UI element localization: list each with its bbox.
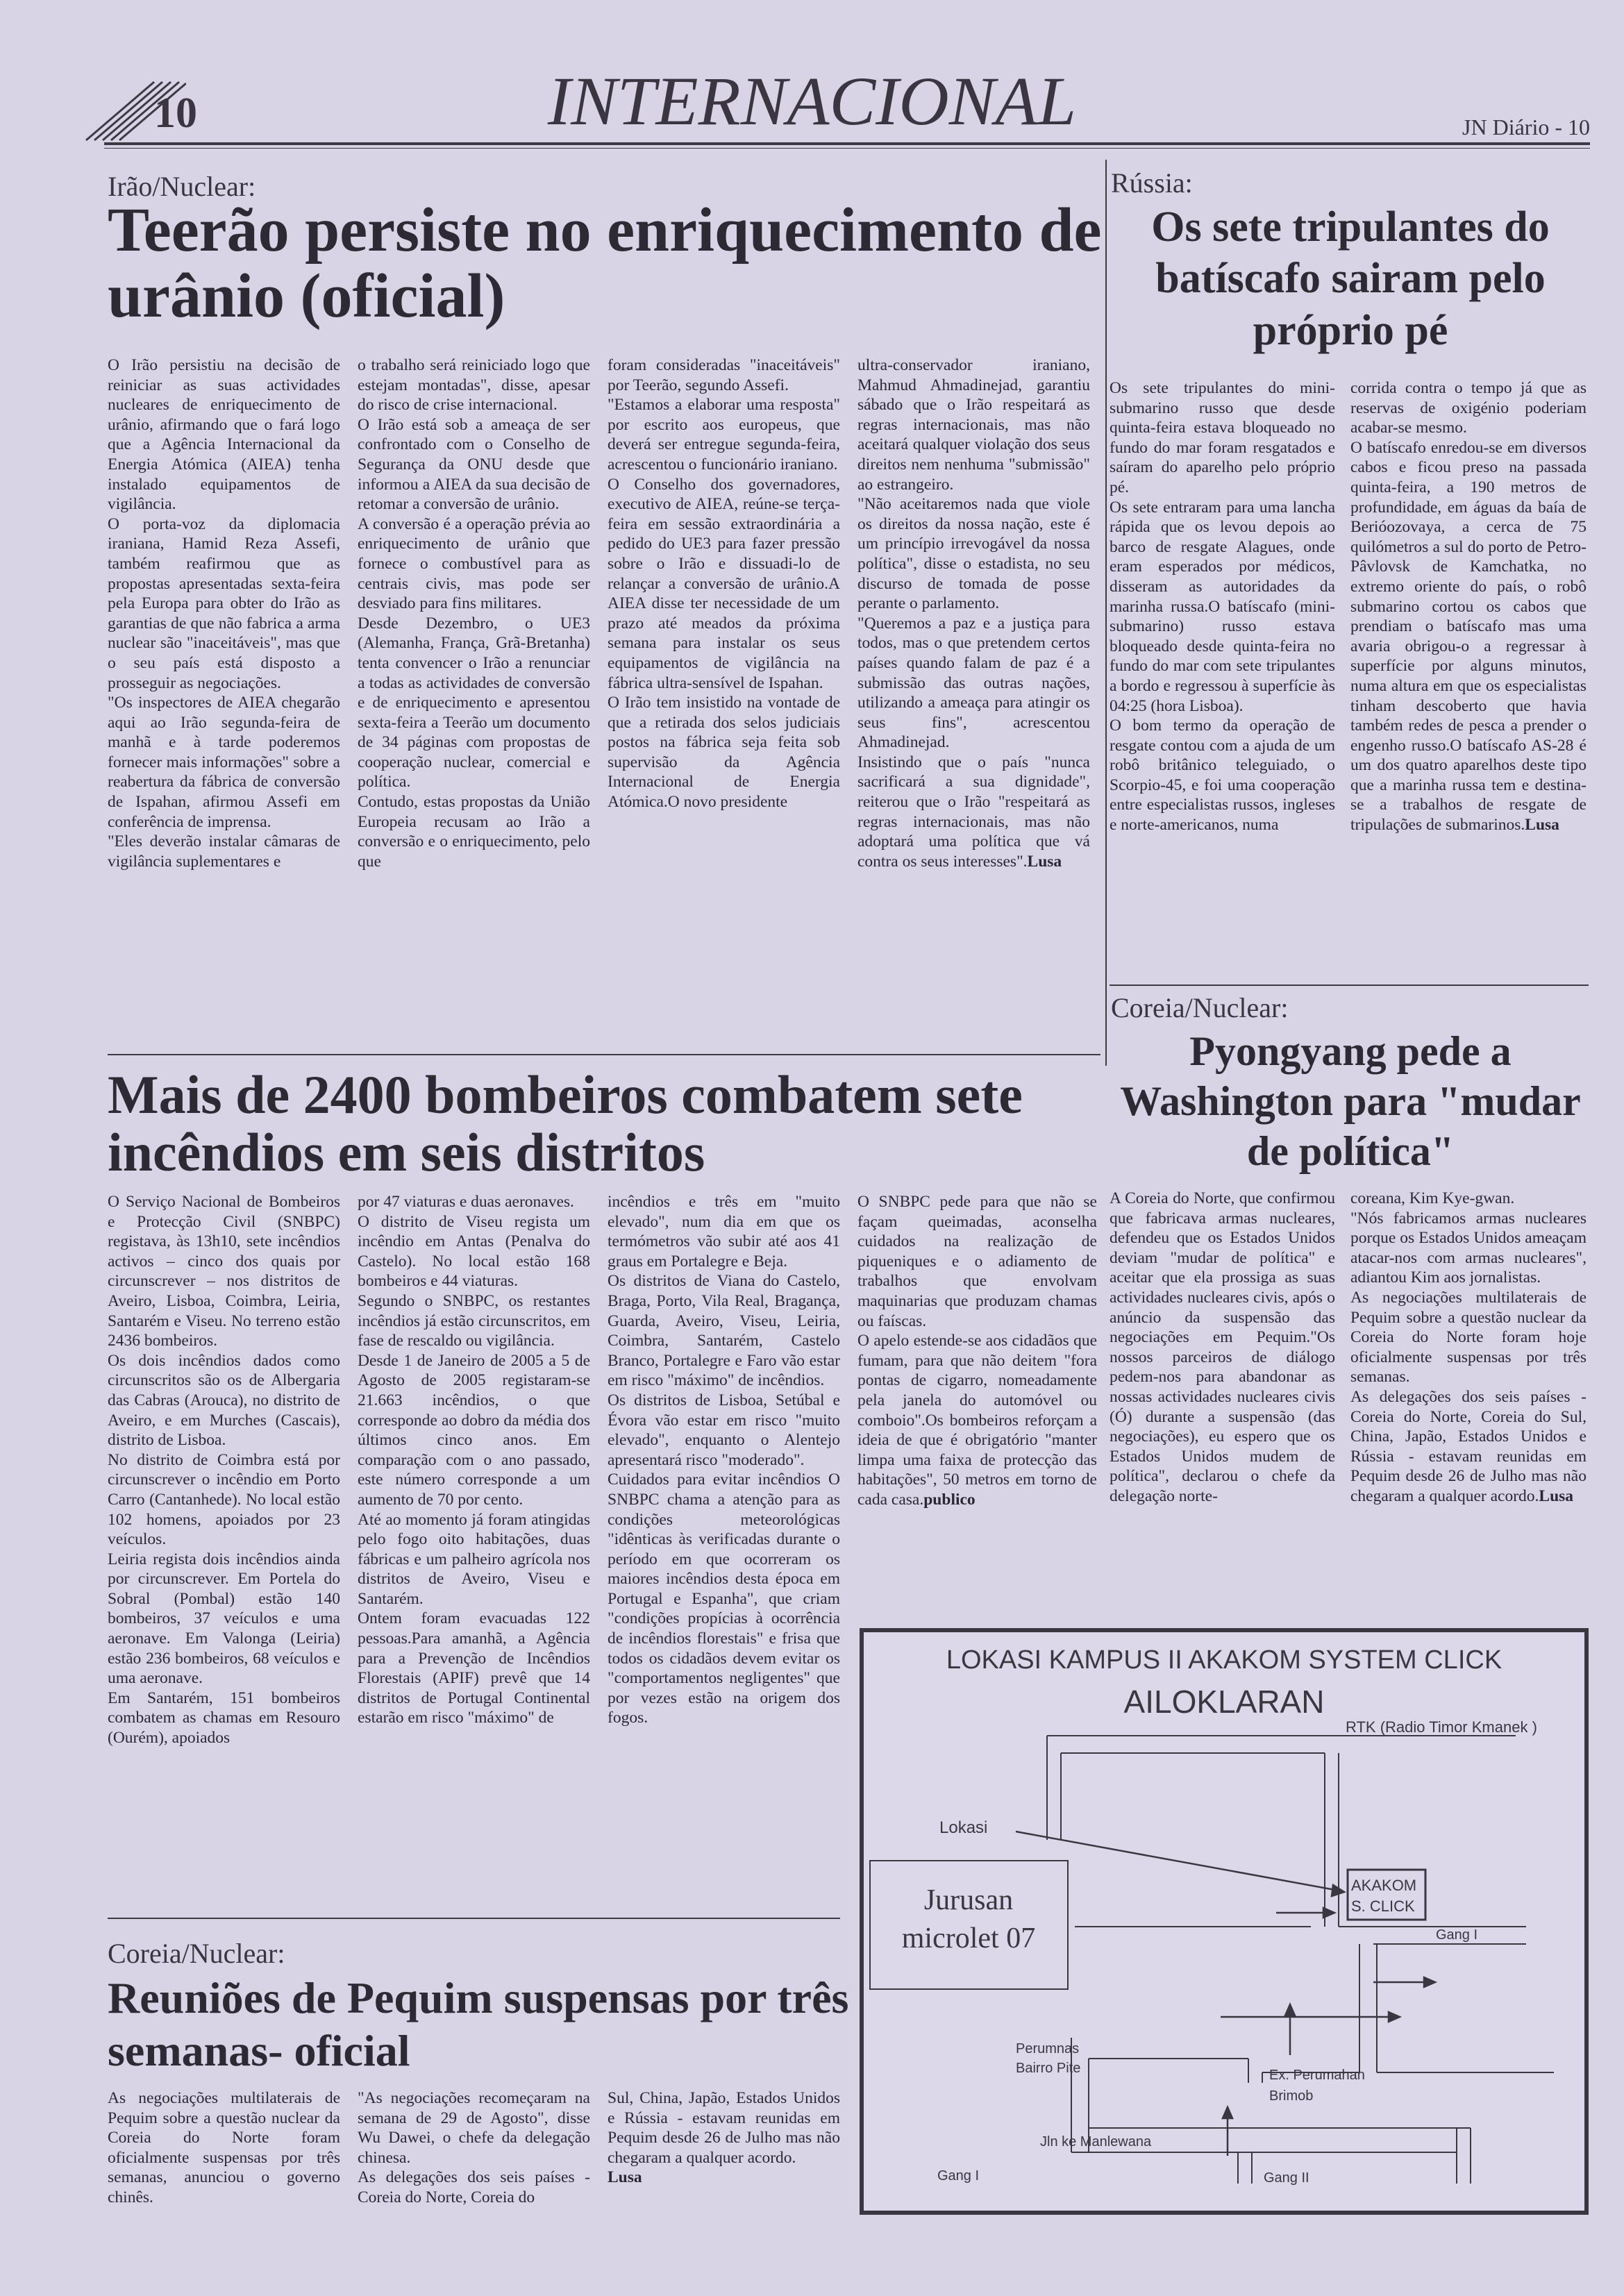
article-column <box>1110 1189 1335 1605</box>
paragraph: corrida contra o tempo já que as reservas de oxigénio poderiam acabar-se mesmo. <box>1350 379 1587 437</box>
paragraph: O Conselho dos governadores, executivo de AIEA, reúne-se terça-feira em sessão extraordinária a pedido do UE3 para fazer pressão sobre o Irão e dissuadi-lo de relançar a conversão de urânio.A AIEA disse ter necessidade de um prazo até meados da próxima semana para instalar os seus equipamentos de vigilância na fábrica ultra-sensível de Ispahan. <box>608 475 840 692</box>
paragraph-text: As delegações dos seis países - Coreia do Norte, Coreia do Sul, China, Japão, Estados Unidos e Rússia - estavam reunidas em Pequim desde 26 de Julho mas não chegaram a qualquer acordo. <box>1350 1387 1587 1505</box>
paragraph: "Eles deverão instalar câmaras de vigilância suplementares e <box>108 832 340 871</box>
paragraph: O porta-voz da diplomacia iraniana, Hamid Reza Assefi, também reafirmou que as propostas apresentadas sexta-feira pela Europa para obter do Irão as garantias de que não fabrica a arma nuclear são "inaceitáveis", mas que o seu país está disposto a prosseguir as negociações. <box>108 514 340 692</box>
paragraph: Sul, China, Japão, Estados Unidos e Rússia - estavam reunidas em Pequim desde 26 de Julho mas não chegaram a qualquer acordo. <box>608 2089 840 2167</box>
article-signature: publico <box>923 1490 976 1509</box>
paragraph: Leiria regista dois incêndios ainda por circunscrever. Em Portela do Sobral (Pombal) estão 140 bombeiros, 37 veículos e uma aeronave. Em Valonga (Leiria) estão 236 bombeiros, 68 veículos e uma aeronave. <box>108 1550 340 1688</box>
paragraph: As delegações dos seis países - Coreia do Norte, Coreia do <box>358 2168 590 2206</box>
article-signature: Lusa <box>608 2168 642 2187</box>
paragraph: Os distritos de Viana do Castelo, Braga, Porto, Vila Real, Bragança, Guarda, Aveiro, Viseu, Leiria, Coimbra, Santarém, Castelo Branco, Portalegre e Faro vão estar em risco "máximo" de incêndios. <box>608 1272 840 1390</box>
article-headline: Os sete tripulantes do batíscafo sairam pelo próprio pé <box>1151 203 1550 354</box>
paragraph: coreana, Kim Kye-gwan. <box>1350 1189 1515 1207</box>
map-label-street: Jln ke Manlewana <box>1040 2134 1152 2150</box>
paragraph-text: O batíscafo enredou-se em diversos cabos e ficou preso na passada quinta-feira, a 190 metros de profundidade, em águas da baía de Berióozovaya, a cerca de 75 quilómetros a sul do porto de Petro- Pâvlovsk de Kamchatka, no extremo oriente do país, o robô submarino cortou os cabos que prendiam o batíscafo mas uma avaria obrigou-o a regressar à superfície por alguns minutos, numa altura em que os especialistas tinham descoberto que havia também redes de pesca a prender o engenho russo.O batíscafo AS-28 é um dos quatro aparelhos deste tipo que a marinha russa tem e destina-se a trabalhos de resgate de tripulações de submarinos. <box>1350 438 1587 835</box>
map-label-ex-perumahan: Ex. Perumahan <box>1269 2068 1365 2083</box>
article-column <box>1350 1189 1587 1605</box>
paragraph <box>1350 438 1587 835</box>
paragraph <box>1350 1387 1587 1507</box>
map-label-gang1-right: Gang I <box>1436 1927 1478 1943</box>
paragraph: Cuidados para evitar incêndios O SNBPC chama a atenção para as condições meteorológicas "idênticas às verificadas durante o período em que ocorreram os maiores incêndios desta época em Portugal e Espanha", que criam "condições propícias à ocorrência de incêndios florestais" e frisa que todos os cidadãos devem evitar os "comportamentos negligentes" que por vezes estão na origem dos fogos. <box>608 1470 840 1727</box>
article-column <box>608 2088 840 2227</box>
paragraph: O Serviço Nacional de Bombeiros e Protecção Civil (SNBPC) registava, às 13h10, sete incêndios activos – cinco dos quais por circunscrever – nos distritos de Aveiro, Lisboa, Coimbra, Leiria, Santarém e Viseu. No terreno estão 2436 bombeiros. <box>108 1193 340 1350</box>
paragraph: As negociações multilaterais de Pequim sobre a questão nuclear da Coreia do Norte foram oficialmente suspensas por três semanas, anunciou o governo chinês. <box>108 2089 340 2206</box>
paragraph: A conversão é a operação prévia ao enriquecimento de urânio que fornece o combustível para as centrais civis, mas pode ser desviado para fins militares. <box>358 514 590 613</box>
map-label-microlet: microlet 07 <box>901 1922 1036 1954</box>
article-signature: Lusa <box>1027 852 1062 871</box>
map-label-gang1-bottom: Gang I <box>937 2168 980 2184</box>
paragraph: Ontem foram evacuadas 122 pessoas.Para amanhã, a Agência para a Prevenção de Incêndios Florestais (APIF) prevê que 14 distritos de Portugal Continental estarão em risco "máximo" de <box>358 1609 590 1727</box>
paragraph: "Nós fabricamos armas nucleares porque os Estados Unidos ameaçam atacar-nos com armas nucleares", adiantou Kim aos jornalistas. <box>1350 1209 1587 1287</box>
paragraph: Os sete tripulantes do mini-submarino russo que desde quinta-feira estava bloqueado no fundo do mar foram resgatados e saíram do aparelho pelo próprio pé. <box>1110 379 1335 496</box>
map-label-rtk: RTK (Radio Timor Kmanek ) <box>1346 1718 1537 1736</box>
map-label-perumnas: Perumnas <box>1016 2041 1080 2056</box>
paragraph: foram consideradas "inaceitáveis" por Teerão, segundo Assefi. <box>608 356 840 394</box>
paragraph: O Irão persistiu na decisão de reiniciar as suas actividades nucleares de enriquecimento de urânio, afirmando que o fará logo que a Agência Internacional da Energia Atómica (AIEA) tenha instalado equipamentos de vigilância. <box>108 356 340 514</box>
paragraph: Contudo, estas propostas da União Europeia recusam ao Irão a conversão e o enriquecimento, pelo que <box>358 793 590 871</box>
article-kicker: Irão/Nuclear: <box>108 171 256 202</box>
map-label-sclick: S. CLICK <box>1351 1897 1415 1915</box>
article-column <box>358 1192 590 1913</box>
article-column <box>857 1192 1097 1623</box>
map-label-lokasi: Lokasi <box>939 1818 988 1837</box>
article-headline: Teerão persiste no enriquecimento de urânio (oficial) <box>108 196 1102 330</box>
map-title: LOKASI KAMPUS II AKAKOM SYSTEM CLICK <box>946 1645 1502 1675</box>
paragraph: O Irão tem insistido na vontade de que a retirada dos selos judiciais postos na fábrica seja feita sob supervisão da Agência Internacional de Energia Atómica.O novo presidente <box>608 694 840 812</box>
paragraph: Os dois incêndios dados como circunscritos são os de Albergaria das Cabras (Arouca), no distrito de Aveiro, e em Murches (Cascais), distrito de Lisboa. <box>108 1351 340 1450</box>
map-label-bairro-pite: Bairro Pite <box>1016 2061 1081 2076</box>
paragraph: Desde Dezembro, o UE3 (Alemanha, França, Grã-Bretanha) tenta convencer o Irão a renunciar a todas as actividades de conversão e de enriquecimento e apresentou sexta-feira a Teerão um documento de 34 páginas com propostas de cooperação nuclear, comercial e política. <box>358 614 590 791</box>
article-column <box>358 355 590 1050</box>
location-map <box>860 1628 1589 2215</box>
map-label-gang2-bottom: Gang II <box>1264 2170 1309 2186</box>
paragraph: No distrito de Coimbra está por circunscrever o incêndio em Porto Carro (Cantanhede). No local estão 102 homens, apoiados por 23 veículos. <box>108 1450 340 1549</box>
article-kicker: Coreia/Nuclear: <box>1111 992 1289 1023</box>
paragraph: O Irão está sob a ameaça de ser confrontado com o Conselho de Segurança da ONU desde que informou a AIEA da sua decisão de retomar a conversão de urânio. <box>358 415 590 514</box>
map-label-akakom: AKAKOM <box>1351 1877 1417 1894</box>
paragraph: Os sete entraram para uma lancha rápida que os levou depois ao barco de resgate Alagues, onde eram esperados por médicos, disseram as autoridades da marinha russa.O batíscafo (mini-submarino) russo estava bloqueado desde quinta-feira no fundo do mar com sete tripulantes a bordo e regressou à superfície às 04:25 (hora Lisboa). <box>1110 498 1335 715</box>
paragraph: "As negociações recomeçaram na semana de 29 de Agosto", disse Wu Dawei, o chefe da delegação chinesa. <box>358 2089 590 2167</box>
paragraph: As negociações multilaterais de Pequim sobre a questão nuclear da Coreia do Norte foram hoje oficialmente suspensas por três semanas. <box>1350 1288 1587 1386</box>
article-rule <box>108 1054 1100 1055</box>
paragraph <box>857 753 1090 872</box>
article-signature: Lusa <box>1539 1486 1574 1505</box>
article-column <box>608 355 840 1050</box>
paragraph: Até ao momento já foram atingidas pelo fogo oito habitações, duas fábricas e um palheiro agrícola nos distritos de Aveiro, Viseu e Santarém. <box>358 1510 590 1608</box>
paragraph: o trabalho será reiniciado logo que estejam montadas", disse, apesar do risco de crise internacional. <box>358 356 590 414</box>
article-headline: Pyongyang pede a Washington para "mudar de política" <box>1120 1028 1581 1174</box>
paragraph: O SNBPC pede para que não se façam queimadas, aconselha cuidados na realização de piqueniques e o adiamento de trabalhos que envolvam maquinarias que produzam chamas ou faíscas. <box>857 1193 1097 1330</box>
article-headline: Reuniões de Pequim suspensas por três semanas- oficial <box>108 1973 849 2075</box>
masthead-rule-thin <box>104 148 1590 149</box>
paragraph: Desde 1 de Janeiro de 2005 a 5 de Agosto de 2005 registaram-se 21.663 incêndios, o que corresponde ao dobro da média dos últimos cinco anos. Em comparação com o ano passado, este número corresponde a um aumento de 70 por cento. <box>358 1351 590 1509</box>
article-column <box>108 2088 340 2227</box>
paragraph: Os distritos de Lisboa, Setúbal e Évora vão estar em risco "muito elevado", enquanto o Alentejo apresentará risco "moderado". <box>608 1391 840 1469</box>
article-column <box>608 1192 840 1913</box>
article-kicker: Coreia/Nuclear: <box>108 1938 285 1969</box>
article-column <box>358 2088 590 2227</box>
map-subtitle: AILOKLARAN <box>1123 1684 1325 1720</box>
article-rule <box>108 1918 840 1919</box>
paragraph: "Queremos a paz e a justiça para todos, mas o que pretendem certos países quando falam de paz é a submissão das outras nações, utilizando a ameaça para atingir os seus fins", acrescentou Ahmadinejad. <box>857 614 1090 752</box>
paragraph: A Coreia do Norte, que confirmou que fabricava armas nucleares, defendeu que os Estados Unidos deviam "mudar de política" e aceitar que ela prossiga as suas actividades nucleares civis, após o anúncio da suspensão das negociações em Pequim."Os nossos parceiros de diálogo pedem-nos para abandonar as nossas actividades nucleares civis (Ó) durante a suspensão (das negociações), eu espero que os Estados Unidos mudem de política", declarou o chefe da delegação norte- <box>1110 1189 1335 1505</box>
article-column <box>108 355 340 1050</box>
article-kicker: Rússia: <box>1111 167 1193 199</box>
article-signature: Lusa <box>1525 816 1559 835</box>
edition-label: JN Diário - 10 <box>1462 115 1590 140</box>
paragraph-text: O apelo estende-se aos cidadãos que fumam, para que não deitem "fora pontas de cigarro, nomeadamente pela janela do automóvel ou comboio".Os bombeiros reforçam a ideia de que é obrigatório "manter limpa uma faixa de protecção das habitações", 50 metros em torno de cada casa. <box>857 1332 1097 1509</box>
map-label-brimob: Brimob <box>1269 2088 1314 2104</box>
page-number: 10 <box>154 90 197 137</box>
paragraph: incêndios e três em "muito elevado", num dia em que os termómetros vão subir até aos 41 graus em Portalegre e Beja. <box>608 1193 840 1271</box>
article-headline: Mais de 2400 bombeiros combatem sete incêndios em seis distritos <box>108 1064 1023 1183</box>
article-column <box>1350 378 1587 979</box>
paragraph <box>857 1331 1097 1509</box>
paragraph: O bom termo da operação de resgate contou com a ajuda de um robô britânico teleguiado, o Scorpio-45, e foi uma cooperação entre especialistas russos, ingleses e norte-americanos, numa <box>1110 717 1335 835</box>
paragraph: por 47 viaturas e duas aeronaves. <box>358 1193 574 1211</box>
article-rule <box>1110 984 1589 986</box>
paragraph-text: Insistindo que o país "nunca sacrificará a sua dignidade", reiterou que o Irão "respeitará as regras internacionais, mas não adoptará uma política que vá contra os seus interesses". <box>857 753 1090 871</box>
masthead-rule <box>104 142 1590 145</box>
paragraph: "Estamos a elaborar uma resposta" por escrito aos europeus, que deverá ser entregue segunda-feira, acrescentou o funcionário iraniano. <box>608 396 840 474</box>
paragraph: O distrito de Viseu regista um incêndio em Antas (Penalva do Castelo). No local estão 168 bombeiros e 44 viaturas. <box>358 1212 590 1291</box>
paragraph: ultra-conservador iraniano, Mahmud Ahmadinejad, garantiu sábado que o Irão respeitará as regras internacionais, mas não aceitará qualquer violação dos seus direitos nem nenhuma "submissão" ao estrangeiro. <box>857 356 1090 494</box>
paragraph: "Não aceitaremos nada que viole os direitos da nossa nação, este é um princípio irrevogável da nossa política", disse o estadista, no seu discurso de tomada de posse perante o parlamento. <box>857 495 1090 613</box>
article-column <box>857 355 1090 1050</box>
paragraph: "Os inspectores de AIEA chegarão aqui ao Irão segunda-feira de manhã e à tarde poderemos fornecer mais informações" sobre a reabertura da fábrica de conversão de Ispahan, afirmou Assefi em conferência de imprensa. <box>108 694 340 831</box>
article-column <box>108 1192 340 1913</box>
article-column <box>1110 378 1335 979</box>
paragraph: Segundo o SNBPC, os restantes incêndios já estão circunscritos, em fase de rescaldo ou vigilância. <box>358 1291 590 1350</box>
map-label-jurusan: Jurusan <box>923 1884 1014 1916</box>
section-title: INTERNACIONAL <box>547 62 1077 140</box>
paragraph: Em Santarém, 151 bombeiros combatem as chamas em Resouro (Ourém), apoiados <box>108 1689 340 1748</box>
